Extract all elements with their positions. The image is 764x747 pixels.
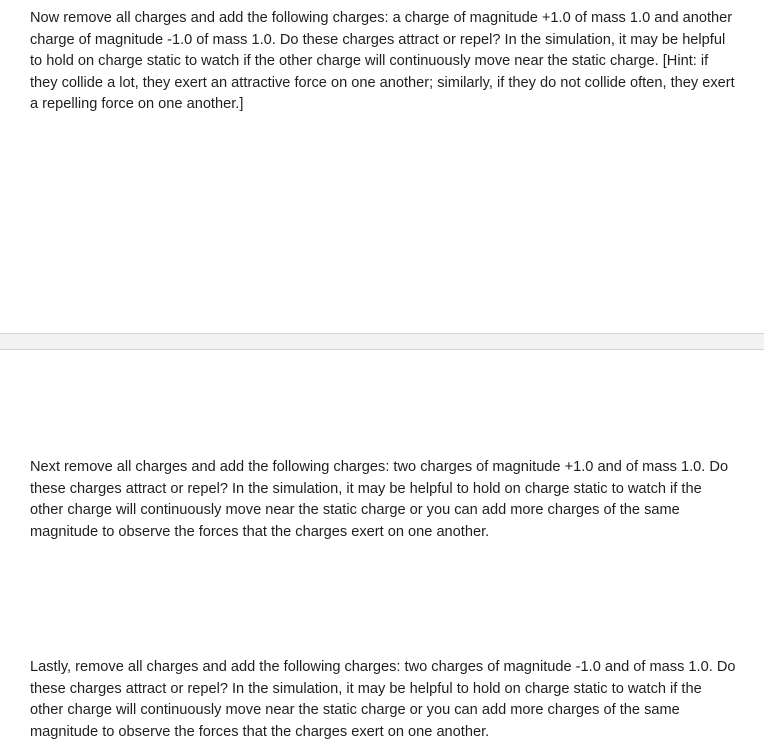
paragraph-opposite-charges: Now remove all charges and add the following charges: a charge of magnitude +1.0 of mass 1.0 and another charge of magnitude -1.0 of mass 1.0. Do these charges attract or repel? In the simulation, it may be helpful to hold on charge static to watch if the other charge will continuously move near the static charge. [Hint: if they collide a lot, they exert an attractive force on one another; similarly, if they do not collide often, they exert a repelling force on one another.] xyxy=(30,10,735,113)
document-page-1 xyxy=(0,0,764,333)
paragraph-negative-charges: Lastly, remove all charges and add the following charges: two charges of magnitude -1.0 and of mass 1.0. Do these charges attract or repel? In the simulation, it may be helpful to hold on charge static to watch if the other charge will continuously move near the static charge or you can add more charges of the same magnitude to observe the forces that the charges exert on one another. xyxy=(30,659,736,740)
document-page-2 xyxy=(0,350,764,747)
paragraph-positive-charges: Next remove all charges and add the following charges: two charges of magnitude +1.0 and of mass 1.0. Do these charges attract or repel? In the simulation, it may be helpful to hold on charge static to watch if the other charge will continuously move near the static charge or you can add more charges of the same magnitude to observe the forces that the charges exert on one another. xyxy=(30,459,729,540)
page-break xyxy=(0,333,764,350)
